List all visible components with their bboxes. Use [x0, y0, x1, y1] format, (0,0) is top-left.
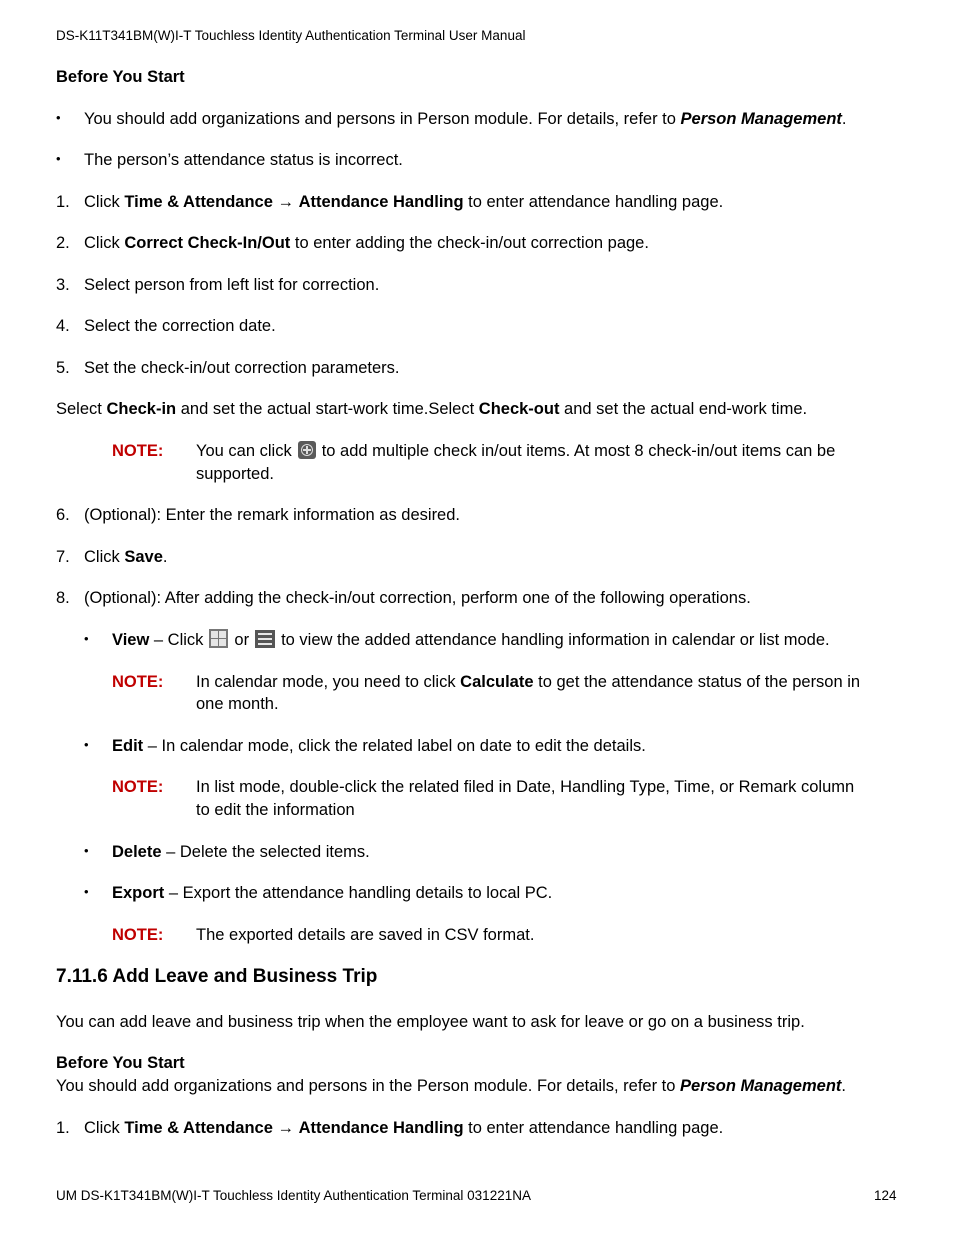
text: Select — [56, 400, 107, 418]
step-number: 1. — [56, 193, 70, 211]
op-edit — [112, 735, 646, 757]
step-5: Set the check-in/out correction parameters. — [84, 359, 400, 377]
list-view-icon — [255, 630, 275, 648]
step-text: Click — [84, 548, 125, 566]
punct: . — [841, 1077, 846, 1095]
before-you-start-heading: Before You Start — [56, 1054, 185, 1072]
view-label: View — [112, 631, 150, 649]
section-intro: You can add leave and business trip when the employee want to ask for leave or go on a business trip. — [56, 1013, 805, 1031]
bullet-text: You should add organizations and persons in Person module. For details, refer to — [84, 110, 681, 128]
delete-label: Delete — [112, 843, 162, 861]
person-management-ref: Person Management — [680, 1077, 842, 1095]
menu-time-attendance: Time & Attendance — [124, 1119, 273, 1137]
note-text: to add multiple check in/out items. At most 8 check-in/out items can be — [321, 442, 836, 460]
check-in-label: Check-in — [106, 400, 177, 418]
step-number: 3. — [56, 276, 70, 294]
note-1-line-1 — [196, 440, 835, 462]
note-2-line-1 — [196, 671, 860, 693]
text: and set the actual start-work time.Select — [176, 400, 479, 418]
before-you-start-heading: Before You Start — [56, 68, 185, 86]
step-number: 7. — [56, 548, 70, 566]
note-3-line-1: In list mode, double-click the related filed in Date, Handling Type, Time, or Remark column — [196, 778, 855, 796]
save-label: Save — [124, 548, 163, 566]
note-2-line-2: one month. — [196, 695, 279, 713]
page-number: 124 — [874, 1188, 897, 1203]
bullet-icon: • — [84, 843, 89, 858]
menu-attendance-handling: Attendance Handling — [298, 193, 464, 211]
add-circle-icon — [298, 441, 316, 459]
note-label: NOTE: — [112, 673, 164, 691]
step-text: to enter adding the check-in/out correction page. — [290, 234, 649, 252]
step-3: Select person from left list for correction. — [84, 276, 380, 294]
bullet-icon: • — [84, 884, 89, 899]
op-export — [112, 882, 552, 904]
bullet-icon: • — [56, 151, 61, 166]
op-text: to view the added attendance handling information in calendar or list mode. — [281, 631, 830, 649]
before-you-start-text — [56, 1075, 846, 1097]
bullet-icon: • — [84, 737, 89, 752]
note-3-line-2: to edit the information — [196, 801, 355, 819]
note-label: NOTE: — [112, 442, 164, 460]
arrow: → — [272, 1119, 299, 1137]
correct-checkin-out-label: Correct Check-In/Out — [124, 234, 291, 252]
arrow: → — [272, 193, 299, 211]
step-number: 6. — [56, 506, 70, 524]
step-number: 1. — [56, 1119, 70, 1137]
text: and set the actual end-work time. — [559, 400, 808, 418]
note-text: to get the attendance status of the person in — [533, 673, 861, 691]
step-number: 5. — [56, 359, 70, 377]
step-text: to enter attendance handling page. — [463, 1119, 724, 1137]
op-text: – Click — [149, 631, 204, 649]
step-number: 4. — [56, 317, 70, 335]
step-7 — [84, 546, 167, 568]
note-4-text: The exported details are saved in CSV format. — [196, 926, 535, 944]
step-2 — [84, 232, 649, 254]
step-text: Click — [84, 1119, 125, 1137]
op-view — [112, 629, 830, 651]
person-management-ref: Person Management — [680, 110, 842, 128]
bullet-item — [84, 108, 846, 130]
op-delete — [112, 841, 370, 863]
step-8: (Optional): After adding the check-in/out correction, perform one of the following operations. — [84, 589, 751, 607]
note-1-line-2: supported. — [196, 465, 274, 483]
step-text: to enter attendance handling page. — [463, 193, 724, 211]
op-text: – Export the attendance handling details to local PC. — [164, 884, 553, 902]
step-number: 2. — [56, 234, 70, 252]
bullet-icon: • — [56, 110, 61, 125]
op-text: – In calendar mode, click the related label on date to edit the details. — [143, 737, 646, 755]
punct: . — [162, 548, 168, 566]
note-text: You can click — [196, 442, 292, 460]
export-label: Export — [112, 884, 165, 902]
footer-doc-code: UM DS-K1T341BM(W)I-T Touchless Identity Authentication Terminal 031221NA — [56, 1188, 531, 1203]
text: You should add organizations and persons in the Person module. For details, refer to — [56, 1077, 681, 1095]
menu-time-attendance: Time & Attendance — [124, 193, 273, 211]
note-label: NOTE: — [112, 778, 164, 796]
punct: . — [841, 110, 847, 128]
calendar-grid-icon — [209, 629, 228, 648]
select-checkin-checkout — [56, 398, 807, 420]
step-text: Click — [84, 193, 125, 211]
edit-label: Edit — [112, 737, 144, 755]
note-text: In calendar mode, you need to click — [196, 673, 461, 691]
step-4: Select the correction date. — [84, 317, 276, 335]
check-out-label: Check-out — [478, 400, 560, 418]
step-1 — [84, 191, 723, 213]
op-text: – Delete the selected items. — [161, 843, 370, 861]
step-text: Click — [84, 234, 125, 252]
bullet-icon: • — [84, 631, 89, 646]
calculate-label: Calculate — [460, 673, 534, 691]
page-header: DS-K11T341BM(W)I-T Touchless Identity Authentication Terminal User Manual — [56, 28, 526, 43]
note-label: NOTE: — [112, 926, 164, 944]
menu-attendance-handling: Attendance Handling — [298, 1119, 464, 1137]
step-number: 8. — [56, 589, 70, 607]
step-6: (Optional): Enter the remark information as desired. — [84, 506, 460, 524]
bullet-item: The person’s attendance status is incorrect. — [84, 151, 403, 169]
section2-step-1 — [84, 1117, 723, 1139]
section-heading: 7.11.6 Add Leave and Business Trip — [56, 966, 378, 987]
op-text: or — [234, 631, 250, 649]
